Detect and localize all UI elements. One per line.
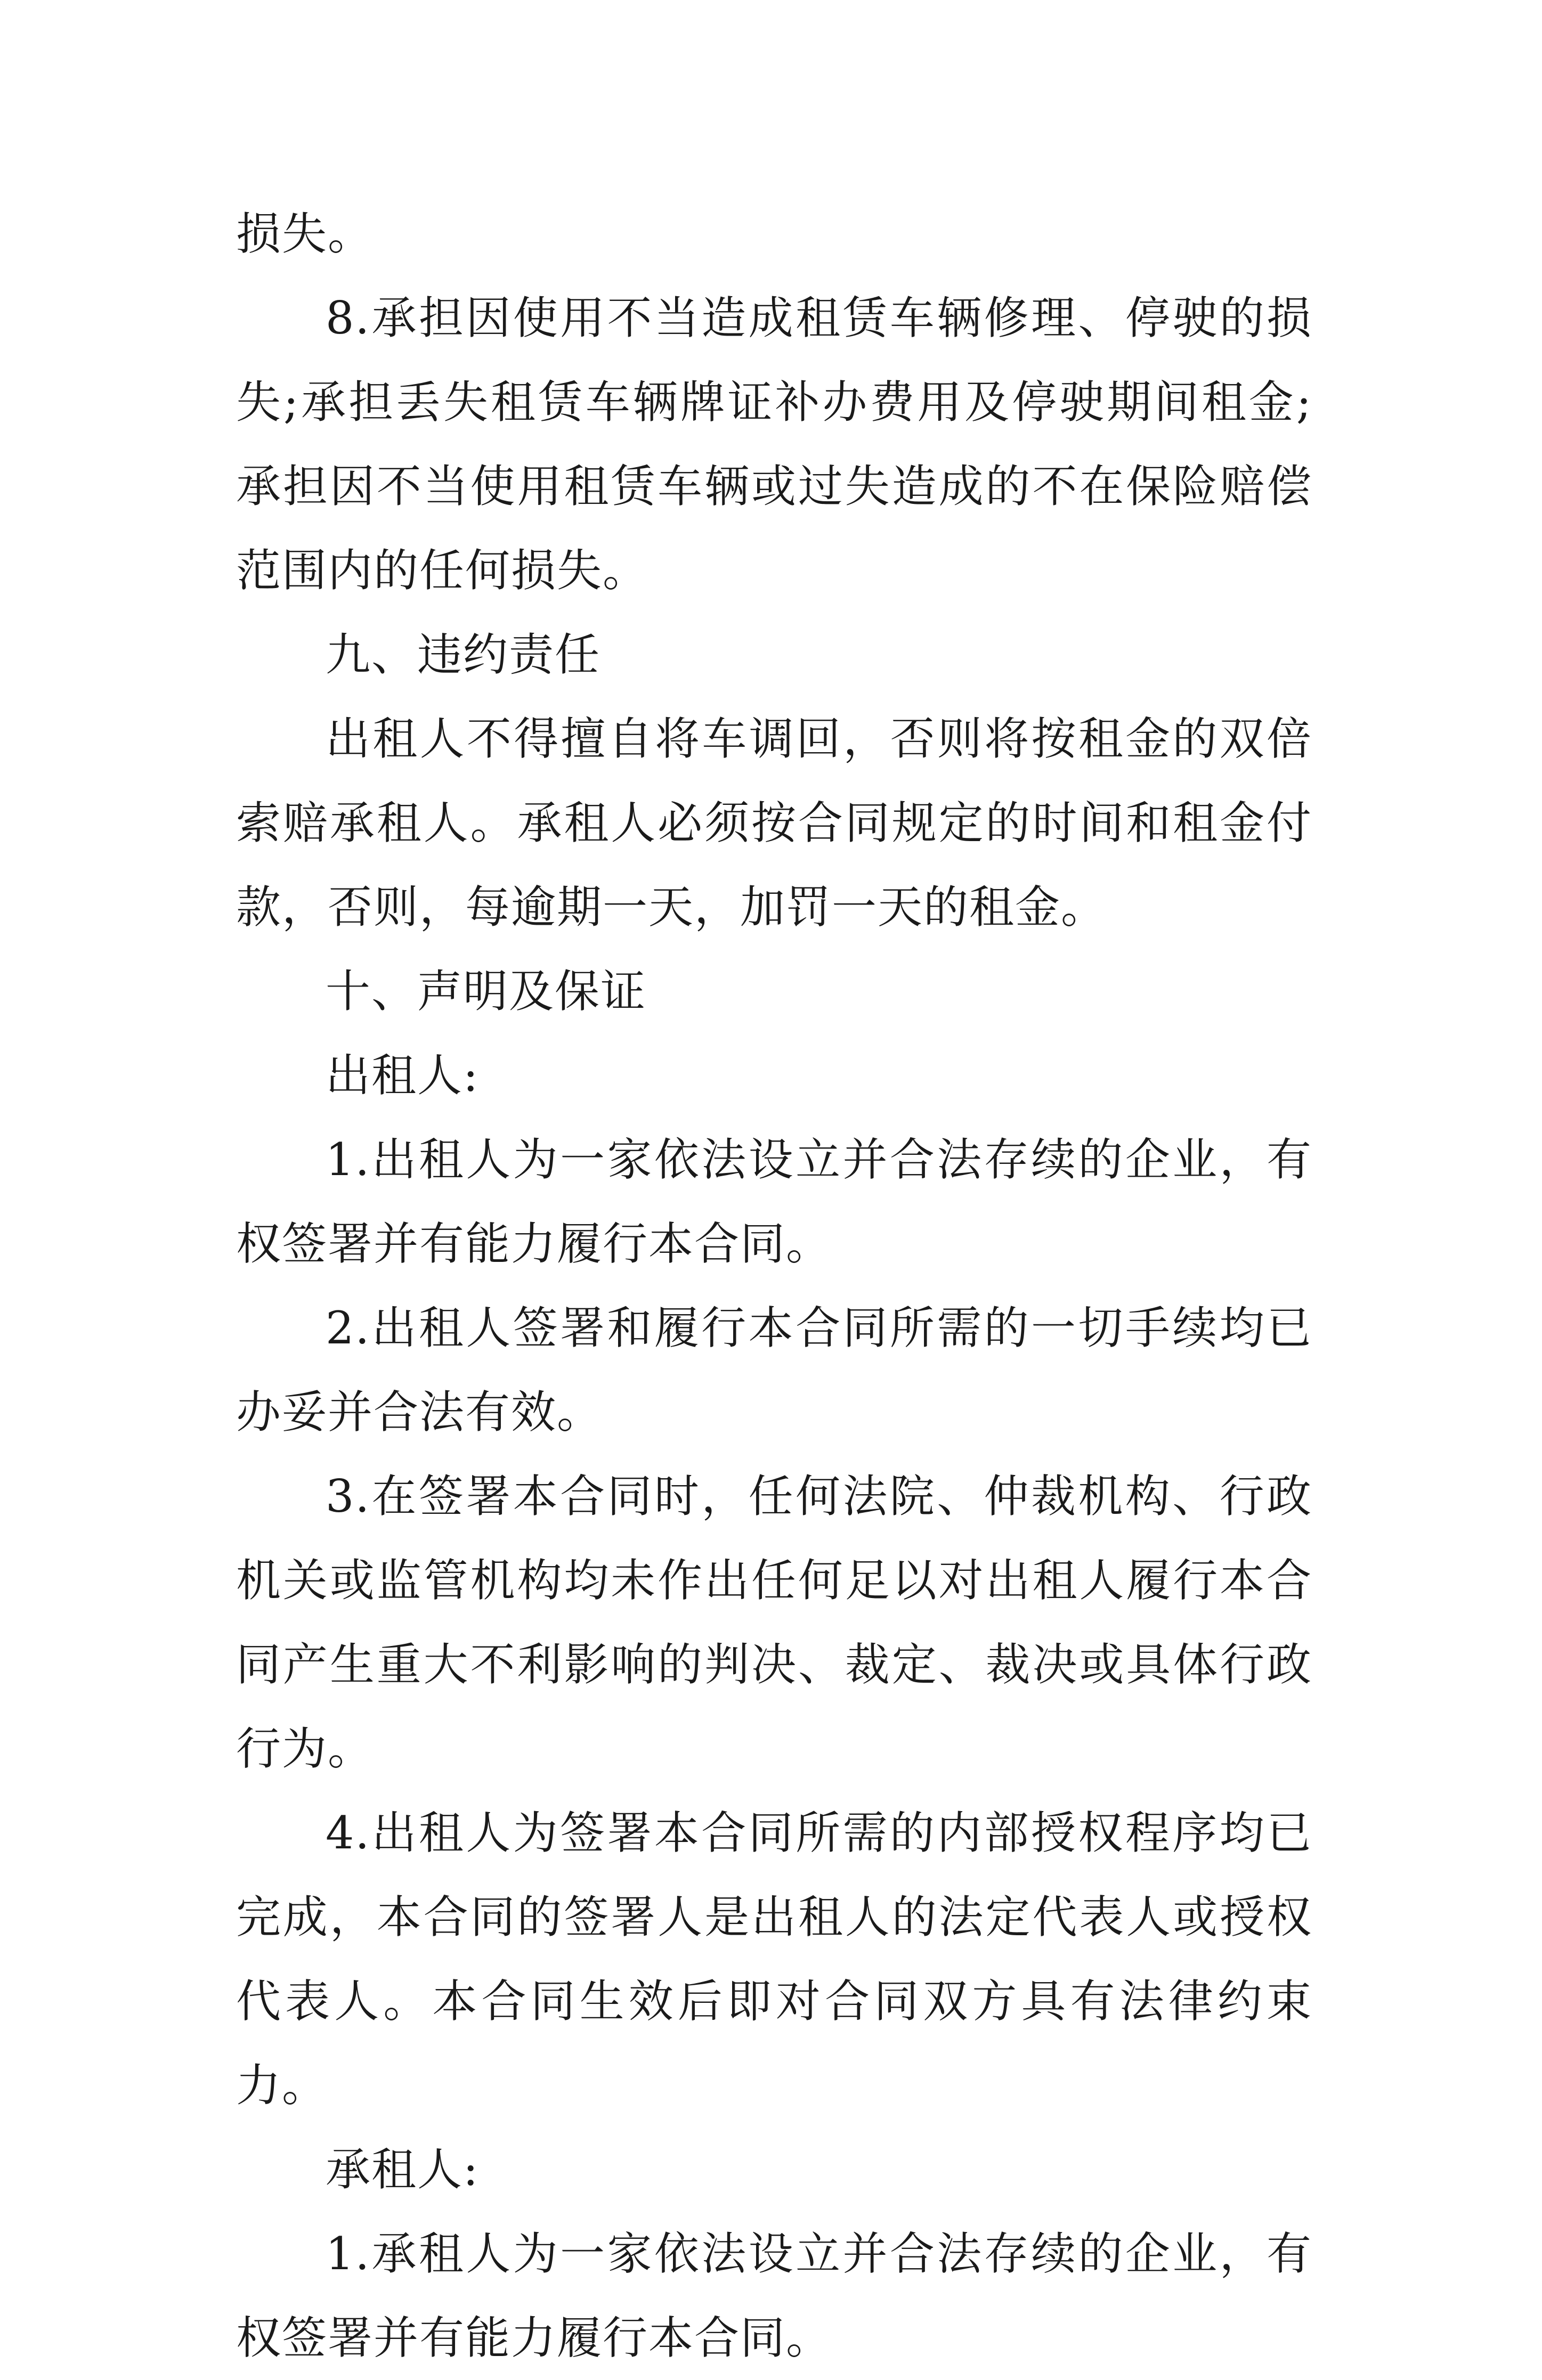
section-heading-representations: 十、声明及保证 [326, 965, 647, 1017]
paragraph-lessor-4: 4.出租人为签署本合同所需的内部授权程序均已完成，本合同的签署人是出租人的法定代表人或授权代表人。本合同生效后即对合同双方具有法律约束力。 [236, 1807, 1312, 2112]
paragraph-breach-liability: 出租人不得擅自将车调回，否则将按租金的双倍索赔承租人。承租人必须按合同规定的时间和租金付款，否则，每逾期一天，加罚一天的租金。 [236, 713, 1312, 933]
paragraph-loss-end: 损失。 [236, 208, 374, 260]
section-heading-breach: 九、违约责任 [326, 629, 601, 681]
paragraph-item-8: 8.承担因使用不当造成租赁车辆修理、停驶的损失;承担丢失租赁车辆牌证补办费用及停驶期间租金;承担因不当使用租赁车辆或过失造成的不在保险赔偿范围内的任何损失。 [236, 292, 1312, 597]
paragraph-lessor-3: 3.在签署本合同时，任何法院、仲裁机构、行政机关或监管机构均未作出任何足以对出租人履行本合同产生重大不利影响的判决、裁定、裁决或具体行政行为。 [236, 1470, 1312, 1775]
document-body [236, 192, 1312, 2380]
subheading-lessee: 承租人: [326, 2143, 480, 2196]
paragraph-lessor-1: 1.出租人为一家依法设立并合法存续的企业，有权签署并有能力履行本合同。 [236, 1134, 1312, 1270]
subheading-lessor: 出租人: [326, 1049, 480, 1102]
paragraph-lessee-1: 1.承租人为一家依法设立并合法存续的企业，有权签署并有能力履行本合同。 [236, 2228, 1312, 2364]
paragraph-lessor-2: 2.出租人签署和履行本合同所需的一切手续均已办妥并合法有效。 [236, 1302, 1312, 1438]
